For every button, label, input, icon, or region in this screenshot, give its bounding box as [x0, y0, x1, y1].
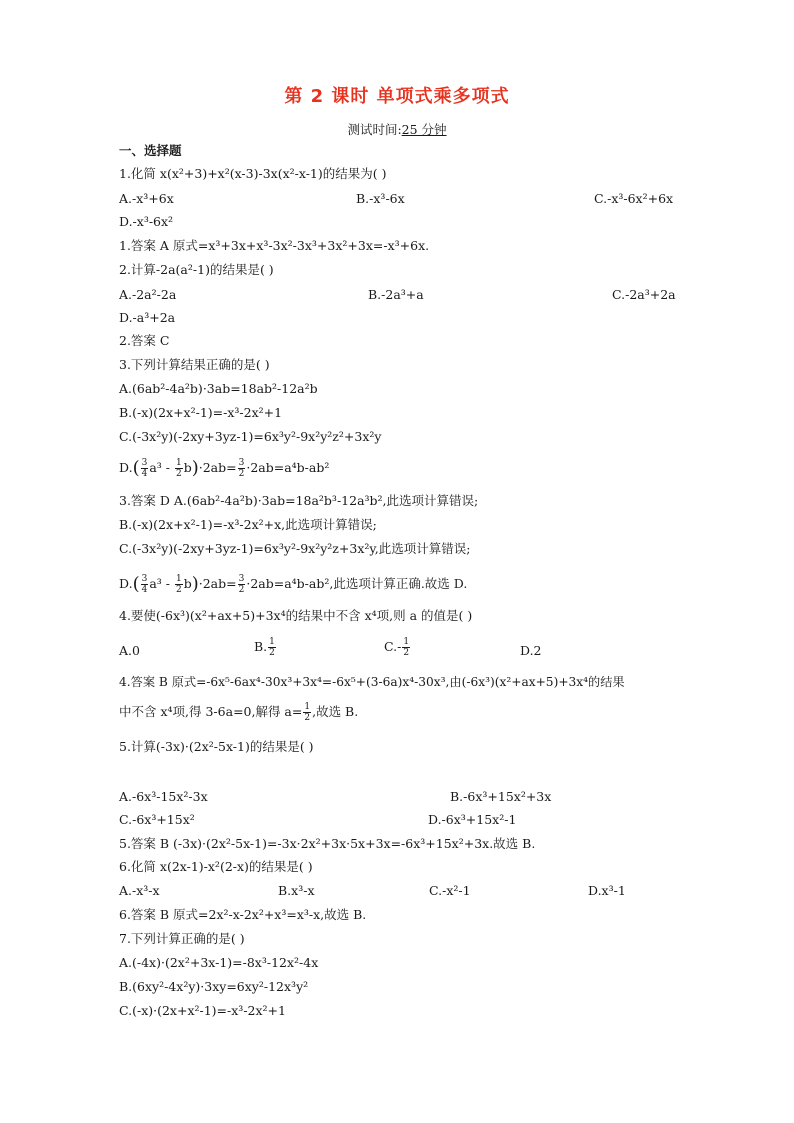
q5-option-b: B.-6x³+15x²+3x: [450, 789, 552, 804]
q6-option-a: A.-x³-x: [119, 883, 160, 898]
q5-option-a: A.-6x³-15x²-3x: [119, 789, 208, 804]
page-title: 第 2 课时 单项式乘多项式: [284, 86, 510, 107]
q3-option-d-prefix: D.: [119, 460, 133, 475]
q2-option-d: D.-a³+2a: [119, 310, 176, 325]
q7-option-b: B.(6xy²-4x²y)·3xy=6xy²-12x³y²: [119, 979, 309, 994]
q4-stem: 4.要使(-6x³)(x²+ax+5)+3x⁴的结果中不含 x⁴项,则 a 的值是( ): [119, 608, 473, 623]
q3-option-b: B.(-x)(2x+x²-1)=-x³-2x²+1: [119, 405, 283, 420]
q7-option-c: C.(-x)·(2x+x²-1)=-x³-2x²+1: [119, 1003, 286, 1018]
q1-option-c: C.-x³-6x²+6x: [594, 191, 674, 206]
q1-option-b: B.-x³-6x: [356, 191, 405, 206]
q1-answer: 1.答案 A 原式=x³+3x+x³-3x²-3x³+3x²+3x=-x³+6x.: [119, 238, 430, 253]
q3-option-d: D.( $\frac{3}{4}$ a³ - $\frac{1}{2}$ b)·2ab= $\frac{3}{2}$ ·2ab=a⁴b-ab²: [119, 457, 330, 479]
q5-option-d: D.-6x³+15x²-1: [428, 812, 517, 827]
section-heading: 一、选择题: [119, 143, 182, 158]
q1-option-d: D.-x³-6x²: [119, 214, 174, 229]
fraction-three-fourths: $\frac{3}{4}$: [141, 458, 148, 479]
q3-answer-b: B.(-x)(2x+x²-1)=-x³-2x²+x,此选项计算错误;: [119, 517, 377, 532]
test-time-label: 测试时间:: [347, 122, 402, 137]
q2-stem: 2.计算-2a(a²-1)的结果是( ): [119, 262, 274, 277]
q4-answer-line2: 中不含 x⁴项,得 3-6a=0,解得 a= $\frac{1}{2}$ ,故选 B.: [119, 702, 359, 723]
q3-answer-c: C.(-3x²y)(-2xy+3yz-1)=6x³y²-9x²y²z+3x²y,此选项计算错误;: [119, 541, 471, 556]
q4-answer-line1: 4.答案 B 原式=-6x⁵-6ax⁴-30x³+3x⁴=-6x⁵+(3-6a)x⁴-30x³,由(-6x³)(x²+ax+5)+3x⁴的结果: [119, 675, 625, 689]
test-time: [0, 120, 794, 138]
q3-answer-a: 3.答案 D A.(6ab²-4a²b)·3ab=18a²b³-12a³b²,此选项计算错误;: [119, 493, 479, 508]
fraction-three-halves: $\frac{3}{2}$: [238, 458, 245, 479]
q2-option-b: B.-2a³+a: [368, 287, 424, 302]
q6-answer: 6.答案 B 原式=2x²-x-2x²+x³=x³-x,故选 B.: [119, 907, 367, 922]
q6-option-d: D.x³-1: [588, 883, 626, 898]
q3-option-a: A.(6ab²-4a²b)·3ab=18ab²-12a²b: [119, 381, 318, 396]
q4-option-c: C.- $\frac{1}{2}$: [384, 637, 410, 658]
q5-option-c: C.-6x³+15x²: [119, 812, 195, 827]
q3-stem: 3.下列计算结果正确的是( ): [119, 357, 270, 372]
q4-option-a: A.0: [119, 643, 140, 658]
test-time-value: 25 分钟: [401, 122, 447, 137]
q2-option-c: C.-2a³+2a: [612, 287, 676, 302]
q3-answer-d: D.( $\frac{3}{4}$ a³ - $\frac{1}{2}$ b)·2ab= $\frac{3}{2}$ ·2ab=a⁴b-ab²,此选项计算正确.故选 D.: [119, 573, 468, 595]
q1-stem: 1.化简 x(x²+3)+x²(x-3)-3x(x²-x-1)的结果为( ): [119, 166, 387, 181]
q7-stem: 7.下列计算正确的是( ): [119, 931, 245, 946]
q4-option-d: D.2: [520, 643, 542, 658]
q5-answer: 5.答案 B (-3x)·(2x²-5x-1)=-3x·2x²+3x·5x+3x=-6x³+15x²+3x.故选 B.: [119, 836, 536, 851]
fraction-one-half: $\frac{1}{2}$: [175, 458, 182, 479]
q2-answer: 2.答案 C: [119, 333, 170, 348]
q2-option-a: A.-2a²-2a: [119, 287, 177, 302]
q6-stem: 6.化简 x(2x-1)-x²(2-x)的结果是( ): [119, 859, 313, 874]
q6-option-c: C.-x²-1: [429, 883, 471, 898]
q1-option-a: A.-x³+6x: [119, 191, 174, 206]
q3-option-c: C.(-3x²y)(-2xy+3yz-1)=6x³y²-9x²y²z²+3x²y: [119, 429, 382, 444]
q5-stem: 5.计算(-3x)·(2x²-5x-1)的结果是( ): [119, 739, 314, 754]
q7-option-a: A.(-4x)·(2x²+3x-1)=-8x³-12x²-4x: [119, 955, 319, 970]
q4-option-b: B. $\frac{1}{2}$: [254, 637, 275, 658]
q6-option-b: B.x³-x: [278, 883, 315, 898]
